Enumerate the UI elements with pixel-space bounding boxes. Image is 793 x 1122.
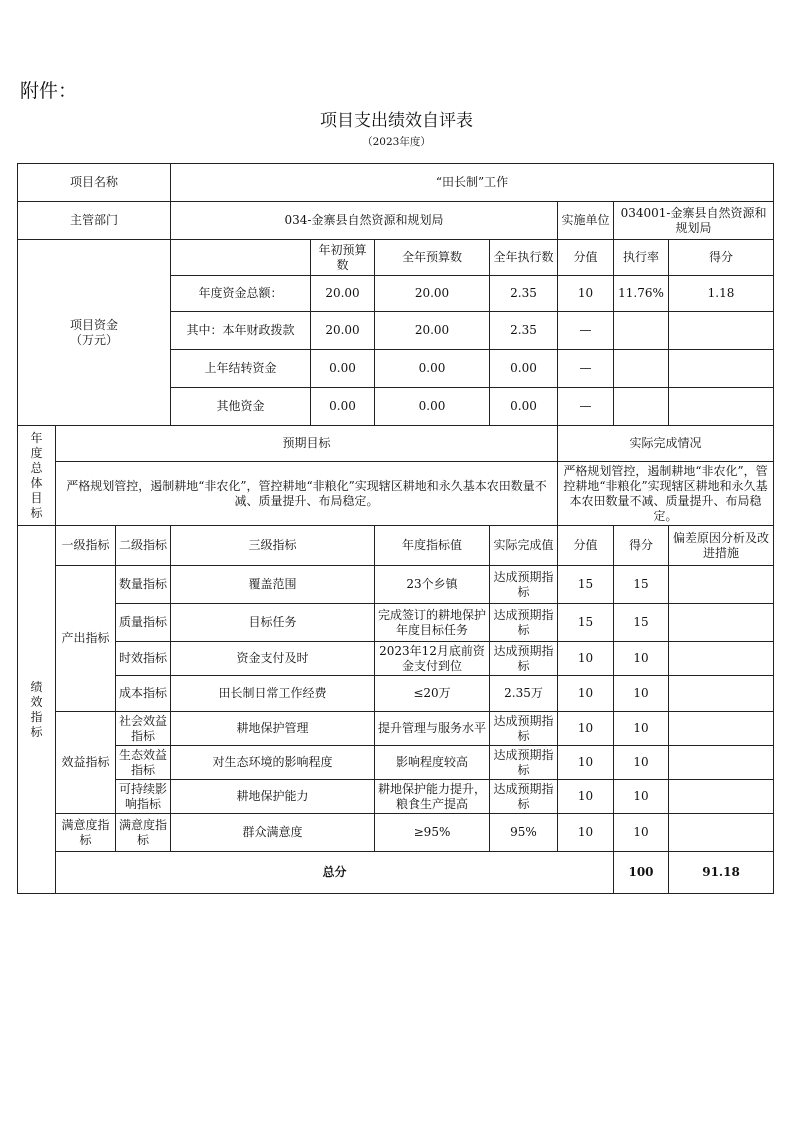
perf-row-note xyxy=(669,712,774,746)
perf-row-target: 提升管理与服务水平 xyxy=(375,712,490,746)
funds-header-rate: 执行率 xyxy=(614,240,669,276)
perf-row xyxy=(18,814,774,852)
perf-row-level2: 质量指标 xyxy=(116,604,171,642)
perf-row-value: 10 xyxy=(558,712,614,746)
perf-row-value: 10 xyxy=(558,676,614,712)
expected-goal-header: 预期目标 xyxy=(56,426,558,462)
perf-row-score: 15 xyxy=(614,604,669,642)
funds-row-score: 1.18 xyxy=(669,276,774,312)
perf-row-actual: 达成预期指标 xyxy=(490,746,558,780)
perf-row-target: ≥95% xyxy=(375,814,490,852)
perf-group-satisfaction: 满意度指标 xyxy=(56,814,116,852)
funds-row-annual: 20.00 xyxy=(375,276,490,312)
funds-row-label: 其他资金 xyxy=(171,388,311,426)
funds-row-label: 其中：本年财政拨款 xyxy=(171,312,311,350)
funds-row-executed: 2.35 xyxy=(490,312,558,350)
funds-row-rate: 11.76% xyxy=(614,276,669,312)
implementing-unit-label: 实施单位 xyxy=(558,202,614,240)
actual-completion-header: 实际完成情况 xyxy=(558,426,774,462)
perf-row-level3: 耕地保护能力 xyxy=(171,780,375,814)
perf-row-actual: 2.35万 xyxy=(490,676,558,712)
perf-row-score: 10 xyxy=(614,780,669,814)
department-label: 主管部门 xyxy=(18,202,171,240)
perf-row-target: 2023年12月底前资金支付到位 xyxy=(375,642,490,676)
perf-label: 绩 效 指 标 xyxy=(18,526,56,894)
perf-row-level3: 目标任务 xyxy=(171,604,375,642)
year-subtitle: （2023年度） xyxy=(362,136,431,148)
perf-row-level3: 群众满意度 xyxy=(171,814,375,852)
project-name-value: “田长制”工作 xyxy=(171,164,774,202)
funds-header-score: 得分 xyxy=(669,240,774,276)
perf-row xyxy=(18,566,774,604)
funds-row-score-value: — xyxy=(558,350,614,388)
perf-header-level3: 三级指标 xyxy=(171,526,375,566)
funds-header-score-value: 分值 xyxy=(558,240,614,276)
perf-row-actual: 达成预期指标 xyxy=(490,566,558,604)
performance-table xyxy=(17,163,774,894)
funds-row-initial: 0.00 xyxy=(311,350,375,388)
perf-row-score: 10 xyxy=(614,642,669,676)
perf-row-note xyxy=(669,676,774,712)
perf-header-note: 偏差原因分析及改进措施 xyxy=(669,526,774,566)
perf-row-level3: 对生态环境的影响程度 xyxy=(171,746,375,780)
perf-row-value: 10 xyxy=(558,780,614,814)
project-name-label: 项目名称 xyxy=(18,164,171,202)
perf-header-score: 得分 xyxy=(614,526,669,566)
funds-row-executed: 2.35 xyxy=(490,276,558,312)
perf-header-level1: 一级指标 xyxy=(56,526,116,566)
perf-row-level2: 成本指标 xyxy=(116,676,171,712)
implementing-unit-value: 034001-金寨县自然资源和规划局 xyxy=(614,202,774,240)
department-value: 034-金寨县自然资源和规划局 xyxy=(171,202,558,240)
perf-header-value: 分值 xyxy=(558,526,614,566)
funds-row-initial: 0.00 xyxy=(311,388,375,426)
actual-completion-text: 严格规划管控，遏制耕地“非农化”，管控耕地“非粮化”实现辖区耕地和永久基本农田数量不减、质量提升、布局稳定。 xyxy=(558,462,774,526)
funds-row-rate xyxy=(614,312,669,350)
perf-row-level3: 覆盖范围 xyxy=(171,566,375,604)
funds-row-label: 年度资金总额： xyxy=(171,276,311,312)
perf-row-note xyxy=(669,780,774,814)
funds-header-row xyxy=(18,240,774,276)
funds-row-score-value: — xyxy=(558,388,614,426)
total-score: 91.18 xyxy=(669,852,774,894)
perf-row xyxy=(18,642,774,676)
funds-header-blank xyxy=(171,240,311,276)
perf-row xyxy=(18,712,774,746)
perf-row-actual: 达成预期指标 xyxy=(490,712,558,746)
project-name-row xyxy=(18,164,774,202)
perf-row-note xyxy=(669,604,774,642)
perf-row-target: 23个乡镇 xyxy=(375,566,490,604)
funds-row-rate xyxy=(614,350,669,388)
perf-row-target: 影响程度较高 xyxy=(375,746,490,780)
funds-row-rate xyxy=(614,388,669,426)
funds-row-initial: 20.00 xyxy=(311,312,375,350)
perf-row-note xyxy=(669,642,774,676)
page-title: 项目支出绩效自评表 xyxy=(320,111,473,131)
perf-row-target: 耕地保护能力提升，粮食生产提高 xyxy=(375,780,490,814)
perf-row xyxy=(18,604,774,642)
goals-header-row xyxy=(18,426,774,462)
perf-row-score: 10 xyxy=(614,712,669,746)
funds-row-annual: 20.00 xyxy=(375,312,490,350)
perf-row-note xyxy=(669,566,774,604)
perf-row-level2: 数量指标 xyxy=(116,566,171,604)
goals-label: 年 度 总 体 目 标 xyxy=(18,426,56,526)
perf-row-value: 10 xyxy=(558,746,614,780)
perf-row-actual: 达成预期指标 xyxy=(490,642,558,676)
funds-row-score xyxy=(669,350,774,388)
perf-row-note xyxy=(669,814,774,852)
perf-row-value: 10 xyxy=(558,814,614,852)
funds-header-executed: 全年执行数 xyxy=(490,240,558,276)
funds-header-initial: 年初预算数 xyxy=(311,240,375,276)
department-row xyxy=(18,202,774,240)
perf-row-score: 15 xyxy=(614,566,669,604)
funds-row-score-value: — xyxy=(558,312,614,350)
perf-row-level2: 时效指标 xyxy=(116,642,171,676)
funds-row-executed: 0.00 xyxy=(490,388,558,426)
perf-row-level3: 田长制日常工作经费 xyxy=(171,676,375,712)
funds-header-annual: 全年预算数 xyxy=(375,240,490,276)
funds-row-label: 上年结转资金 xyxy=(171,350,311,388)
perf-row-note xyxy=(669,746,774,780)
perf-row xyxy=(18,780,774,814)
total-value: 100 xyxy=(614,852,669,894)
perf-row-value: 10 xyxy=(558,642,614,676)
perf-header-level2: 二级指标 xyxy=(116,526,171,566)
perf-header-row xyxy=(18,526,774,566)
perf-row-actual: 95% xyxy=(490,814,558,852)
expected-goal-text: 严格规划管控，遏制耕地“非农化”，管控耕地“非粮化”实现辖区耕地和永久基本农田数量不减、质量提升、布局稳定。 xyxy=(56,462,558,526)
perf-header-actual: 实际完成值 xyxy=(490,526,558,566)
perf-header-target: 年度指标值 xyxy=(375,526,490,566)
attachment-label: 附件： xyxy=(20,80,78,102)
funds-row-score-value: 10 xyxy=(558,276,614,312)
perf-row-score: 10 xyxy=(614,746,669,780)
perf-row-value: 15 xyxy=(558,566,614,604)
goals-content-row xyxy=(18,462,774,526)
total-row xyxy=(18,852,774,894)
perf-row-target: 完成签订的耕地保护年度目标任务 xyxy=(375,604,490,642)
funds-row-annual: 0.00 xyxy=(375,350,490,388)
perf-row-level2: 社会效益指标 xyxy=(116,712,171,746)
perf-row-actual: 达成预期指标 xyxy=(490,780,558,814)
total-label: 总分 xyxy=(56,852,614,894)
perf-row-target: ≤20万 xyxy=(375,676,490,712)
perf-row-actual: 达成预期指标 xyxy=(490,604,558,642)
perf-row-level2: 满意度指标 xyxy=(116,814,171,852)
funds-row-annual: 0.00 xyxy=(375,388,490,426)
funds-label: 项目资金 （万元） xyxy=(18,240,171,426)
funds-row-score xyxy=(669,388,774,426)
perf-row-level3: 资金支付及时 xyxy=(171,642,375,676)
perf-row-value: 15 xyxy=(558,604,614,642)
funds-row-executed: 0.00 xyxy=(490,350,558,388)
perf-group-benefit: 效益指标 xyxy=(56,712,116,814)
perf-row-level2: 生态效益指标 xyxy=(116,746,171,780)
perf-row-level2: 可持续影响指标 xyxy=(116,780,171,814)
funds-row-score xyxy=(669,312,774,350)
perf-row-level3: 耕地保护管理 xyxy=(171,712,375,746)
perf-row xyxy=(18,746,774,780)
funds-row-initial: 20.00 xyxy=(311,276,375,312)
perf-group-output: 产出指标 xyxy=(56,566,116,712)
perf-row xyxy=(18,676,774,712)
perf-row-score: 10 xyxy=(614,676,669,712)
perf-row-score: 10 xyxy=(614,814,669,852)
